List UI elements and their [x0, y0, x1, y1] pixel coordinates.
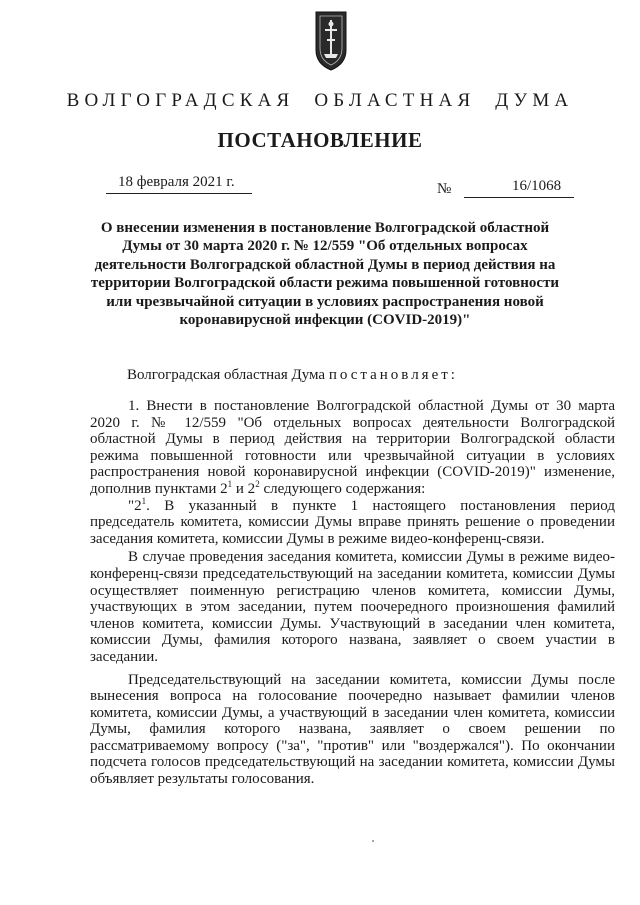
document-type-title: ПОСТАНОВЛЕНИЕ: [217, 128, 423, 152]
document-number: 16/1068: [512, 178, 562, 194]
p1-superscript-2: 2: [255, 478, 260, 489]
p2-text-b: . В указанный в пункте 1 настоящего постановления период председатель комитета, комиссии Думы вправе принять решение о проведении заседания комитета, комиссии Думы в режиме видео-конференц-связи.: [90, 497, 615, 547]
paragraph-1: [90, 398, 615, 498]
preamble-verb: постановляет:: [328, 367, 458, 383]
p1-text-a: 1. Внести в постановление Волгоградской областной Думы от 30 марта 2020 г. № 12/559 "Об отдельных вопросах деятельности Волгоградской областной Думы в период действия на территории Волгоградской области режима повышенной готовности или чрезвычайной ситуации в условиях распространения новой коронавирусной инфекции (COVID-2019)" изменение, дополнив пунктами 2: [90, 398, 615, 497]
organization-name: ВОЛГОГРАДСКАЯ ОБЛАСТНАЯ ДУМА: [66, 90, 574, 111]
p2-text-a: "2: [128, 497, 142, 514]
coat-of-arms-icon: [314, 10, 348, 72]
preamble-lead: Волгоградская областная Дума: [127, 367, 329, 383]
document-date: 18 февраля 2021 г.: [118, 174, 235, 190]
number-sign: №: [437, 181, 452, 197]
number-underline: [464, 197, 574, 198]
preamble: [127, 367, 458, 384]
paragraph-2: [90, 495, 615, 548]
p1-text-c: следующего содержания:: [259, 480, 426, 497]
document-subject: О внесении изменения в постановление Волгоградской областной Думы от 30 марта 2020 г. № 12/559 "Об отдельных вопросах деятельности Волгоградской областной Думы в период действия на территории Волгоградской области режима повышенной готовности или чрезвычайной ситуации в условиях распространения новой коронавирусной инфекции (COVID-2019)": [90, 220, 560, 329]
p1-text-b: и 2: [232, 480, 256, 497]
p1-superscript-1: 1: [227, 478, 233, 489]
scan-speck: [372, 840, 374, 842]
date-underline: [106, 193, 252, 194]
document-body: [90, 398, 615, 788]
paragraph-3: В случае проведения заседания комитета, комиссии Думы в режиме видео-конференц-связи председательствующий на заседании комитета, комиссии Думы осуществляет поименную регистрацию членов комитета, комиссии Думы, участвующих в этом заседании, путем поочередного произношения фамилий членов комитета, комиссии Думы. Участвующий в заседании член комитета, комиссии Думы, фамилия которого названа, заявляет о своем участии в заседании.: [90, 549, 615, 665]
paragraph-4: Председательствующий на заседании комитета, комиссии Думы после вынесения вопроса на голосование поочередно называет фамилии членов комитета, комиссии Думы, а участвующий в заседании член комитета, комиссии Думы, фамилия которого названа, заявляет о своем решении по рассматриваемому вопросу ("за", "против" или "воздержался"). По окончании подсчета голосов председательствующий на заседании комитета, комиссии Думы объявляет результаты голосования.: [90, 671, 615, 788]
p2-superscript: 1: [141, 495, 147, 506]
